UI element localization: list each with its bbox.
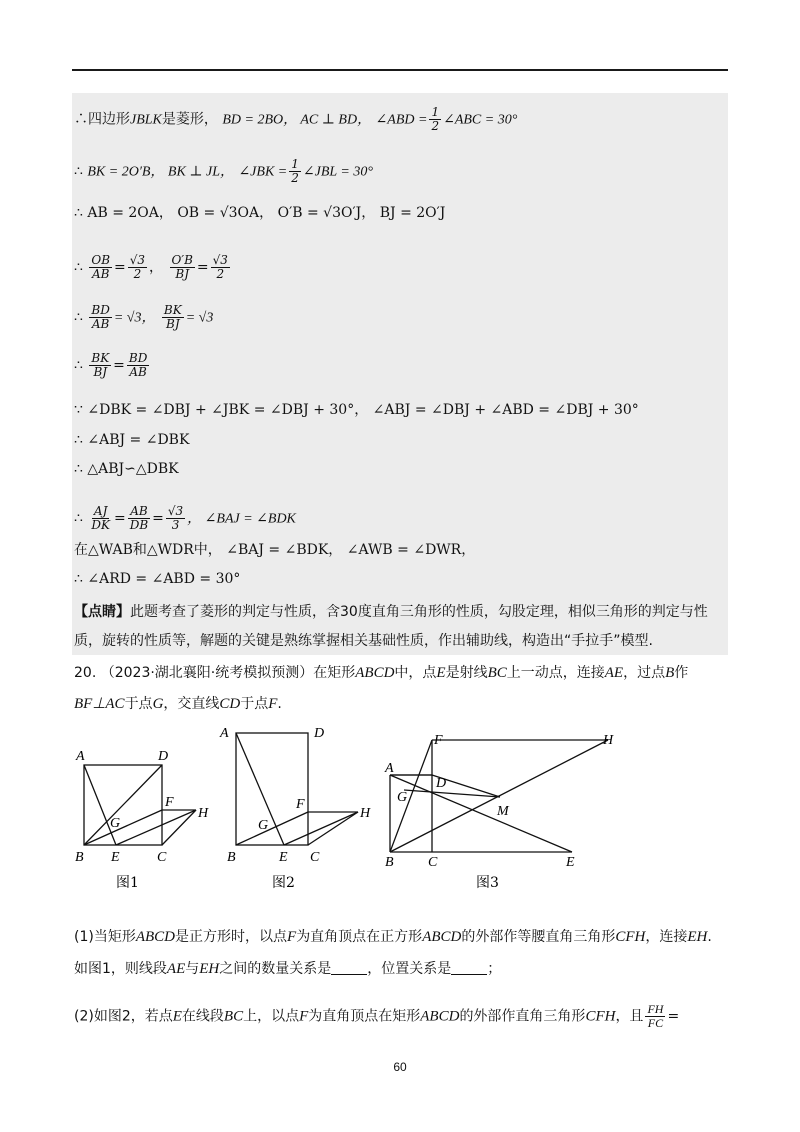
den: BJ	[166, 317, 180, 331]
fig3-label-F: F	[434, 733, 443, 748]
den: FC	[647, 1016, 664, 1030]
text: ∠JBL = 30°	[302, 164, 373, 180]
proof-line-5	[74, 304, 213, 331]
fig2-label-B: B	[227, 850, 236, 865]
page-number: 60	[393, 1060, 407, 1074]
fig3-caption: 图3	[476, 875, 499, 891]
text: E	[436, 665, 446, 681]
text: F	[268, 696, 278, 712]
den: BJ	[175, 267, 190, 281]
text: B	[665, 665, 675, 681]
num: BD	[128, 351, 148, 365]
fraction	[89, 254, 112, 281]
num: BD	[91, 303, 110, 317]
fig1-label-H: H	[198, 806, 209, 821]
text: .	[707, 929, 712, 945]
text: 如图1，则线段	[74, 961, 167, 977]
den: 2	[431, 119, 440, 133]
text: = √3	[185, 310, 214, 326]
fig1-label-A: A	[76, 749, 85, 764]
text: (2)如图2，若点	[74, 1008, 173, 1025]
fig1-label-D: D	[158, 749, 169, 764]
fig1-label-C: C	[157, 850, 167, 865]
text: 于点	[124, 696, 153, 712]
text: ，且	[615, 1008, 644, 1025]
text: EH	[687, 929, 708, 945]
text: 与	[185, 961, 200, 977]
text: =	[196, 259, 209, 276]
text: ∴	[74, 309, 83, 326]
text: EH	[199, 961, 220, 977]
text: G	[152, 696, 164, 712]
proof-line-4	[74, 254, 232, 281]
num: √3	[212, 253, 228, 267]
den: AB	[91, 317, 110, 331]
text: ∴	[74, 357, 83, 374]
text: ， ∠BAJ = ∠BDK	[187, 511, 296, 527]
fig1-BF	[84, 810, 162, 845]
proof-line-3: ∴ AB = 2OA， OB = √3OA， O′B = √3O′J， BJ = 2O′J	[74, 205, 446, 221]
text: 的外部作直角三角形	[459, 1008, 586, 1025]
fraction	[127, 352, 149, 379]
fraction	[89, 352, 111, 379]
text: E	[172, 1008, 182, 1025]
fig2-label-F: F	[296, 797, 305, 812]
figure-3	[390, 740, 608, 852]
text: CFH	[615, 929, 646, 945]
text: =	[667, 1008, 680, 1025]
answer-blank-2[interactable]	[451, 974, 487, 975]
text: ABCD	[135, 929, 176, 945]
fig1-AC-segment	[84, 765, 162, 845]
question-stem-line-2	[74, 694, 282, 714]
fraction	[166, 505, 185, 532]
text: 在矩形	[313, 665, 356, 681]
fig2-label-H: H	[360, 806, 371, 821]
text: ABCD	[420, 1008, 460, 1025]
text: 为直角顶点在矩形	[308, 1008, 421, 1025]
part-2-line-1	[74, 1003, 679, 1030]
fraction	[128, 505, 150, 532]
fig2-label-C: C	[310, 850, 320, 865]
num: BK	[91, 351, 110, 365]
den: 2	[133, 267, 142, 281]
text: =	[113, 357, 125, 374]
text: = √3，	[113, 310, 156, 326]
text: =	[113, 510, 126, 527]
proof-line-9: ∴ △ABJ∽△DBK	[74, 461, 179, 477]
fig3-label-E: E	[566, 855, 575, 870]
text: ∠ABD =	[375, 112, 428, 128]
text: 上，以点	[243, 1008, 300, 1025]
text: BC	[223, 1008, 244, 1025]
text: 是射线	[445, 665, 488, 681]
text: .	[277, 696, 282, 712]
den: 3	[171, 518, 180, 532]
den: AB	[129, 365, 147, 379]
fig1-label-E: E	[111, 850, 120, 865]
fig3-label-B: B	[385, 855, 394, 870]
text: 的外部作等腰直角三角形	[461, 929, 616, 945]
fig2-label-A: A	[220, 726, 229, 741]
proof-line-6	[74, 352, 151, 379]
text: BK = 2O′B， BK ⊥ JL，	[87, 164, 234, 180]
text: ，位置关系是	[367, 961, 452, 977]
text: ，过点	[623, 665, 666, 681]
proof-line-11: 在△WAB和△WDR中， ∠BAJ = ∠BDK， ∠AWB = ∠DWR，	[74, 542, 476, 558]
fig3-label-M: M	[497, 804, 509, 819]
text: F	[287, 929, 297, 945]
fig3-label-G: G	[397, 790, 408, 805]
fraction	[89, 505, 112, 532]
proof-line-2	[74, 158, 373, 185]
header-rule	[72, 69, 728, 71]
text: BD = 2BO， AC ⊥ BD，	[222, 112, 372, 128]
num: 1	[431, 105, 440, 119]
proof-line-12: ∴ ∠ARD = ∠ABD = 30°	[74, 571, 241, 587]
fig3-GM	[404, 790, 500, 797]
question-source: （2023·湖北襄阳·统考模拟预测）	[100, 665, 314, 681]
text: 于点	[240, 696, 269, 712]
text: ABCD	[355, 665, 395, 681]
fraction	[170, 254, 195, 281]
den: 2	[216, 267, 225, 281]
text: =	[152, 510, 164, 527]
fig1-caption: 图1	[116, 875, 139, 891]
fraction	[429, 106, 441, 133]
text: =	[114, 259, 126, 276]
text: ∴四边形	[74, 111, 130, 128]
part-1-line-2	[74, 959, 501, 979]
text: ，	[149, 259, 164, 276]
text: ∴	[74, 510, 83, 527]
fig2-label-E: E	[279, 850, 288, 865]
num: AJ	[93, 504, 108, 518]
proof-line-8: ∴ ∠ABJ = ∠DBK	[74, 432, 190, 448]
fig3-label-H: H	[603, 733, 614, 748]
text: F	[299, 1008, 309, 1025]
fig1-CH	[162, 810, 196, 845]
fig2-label-G: G	[258, 818, 269, 833]
figure-1	[84, 765, 196, 845]
text: CFH	[585, 1008, 616, 1025]
num: √3	[129, 253, 146, 267]
text: 是正方形时，以点	[175, 929, 288, 945]
text: ；	[487, 961, 502, 977]
figure-2	[236, 733, 358, 845]
fraction	[645, 1003, 665, 1030]
text: 作	[674, 665, 689, 681]
den: BJ	[93, 365, 108, 379]
proof-line-1	[74, 106, 517, 133]
den: AB	[91, 267, 110, 281]
fig1-label-F: F	[165, 795, 174, 810]
fig3-AE	[390, 775, 572, 852]
fig3-label-C: C	[428, 855, 438, 870]
fig2-caption: 图2	[272, 875, 295, 891]
fig1-EH	[116, 810, 196, 845]
fig3-label-A: A	[385, 761, 394, 776]
text: 为直角顶点在正方形	[296, 929, 423, 945]
text: AE	[604, 665, 624, 681]
num: O′B	[171, 253, 193, 267]
fig1-label-G: G	[110, 816, 121, 831]
fig3-label-D: D	[436, 776, 447, 791]
num: BK	[163, 303, 182, 317]
text: 在线段	[181, 1008, 224, 1025]
fig2-CH	[308, 812, 358, 845]
text: CD	[219, 696, 241, 712]
text: ，交直线	[163, 696, 220, 712]
den: DK	[91, 518, 110, 532]
fraction	[128, 254, 147, 281]
text: ABCD	[422, 929, 462, 945]
text: BF⊥AC	[74, 696, 125, 712]
text: BC	[487, 665, 507, 681]
text: ∴	[74, 259, 83, 276]
num: FH	[647, 1002, 664, 1016]
num: OB	[91, 253, 111, 267]
fraction	[211, 254, 230, 281]
text: JBLK	[130, 112, 162, 128]
text: 是菱形，	[161, 111, 218, 128]
num: AB	[130, 504, 148, 518]
fig2-label-D: D	[314, 726, 325, 741]
fraction	[89, 304, 111, 331]
text: ∴	[74, 163, 83, 180]
den: DB	[129, 518, 149, 532]
proof-line-10	[74, 505, 296, 532]
text: ，连接	[645, 929, 688, 945]
question-number: 20.	[74, 665, 97, 681]
text: 上一动点，连接	[506, 665, 605, 681]
fig1-label-B: B	[75, 850, 84, 865]
text: 中，点	[394, 665, 437, 681]
text: AE	[166, 961, 186, 977]
text: (1)当矩形	[74, 929, 136, 945]
tip-paragraph	[74, 598, 724, 656]
num: √3	[167, 504, 184, 518]
part-1-line-1	[74, 927, 712, 947]
answer-blank-1[interactable]	[331, 974, 367, 975]
fraction	[289, 158, 301, 185]
tip-text: 此题考查了菱形的判定与性质，含30度直角三角形的性质，勾股定理，相似三角形的判定与性质，旋转的性质等，解题的关键是熟练掌握相关基础性质，作出辅助线，构造出“手拉手”模型.	[74, 604, 708, 649]
tip-label: 【点睛】	[74, 604, 130, 620]
den: 2	[291, 171, 299, 185]
text: ∠ABC = 30°	[443, 112, 518, 128]
num: 1	[291, 157, 299, 171]
figures-svg	[0, 715, 800, 895]
fig2-EH	[284, 812, 358, 845]
proof-line-7: ∵ ∠DBK = ∠DBJ + ∠JBK = ∠DBJ + 30°， ∠ABJ = ∠DBJ + ∠ABD = ∠DBJ + 30°	[74, 402, 639, 418]
text: 之间的数量关系是	[219, 961, 332, 977]
question-stem-line-1	[74, 663, 688, 683]
fraction	[162, 304, 184, 331]
text: ∠JBK =	[238, 164, 288, 180]
